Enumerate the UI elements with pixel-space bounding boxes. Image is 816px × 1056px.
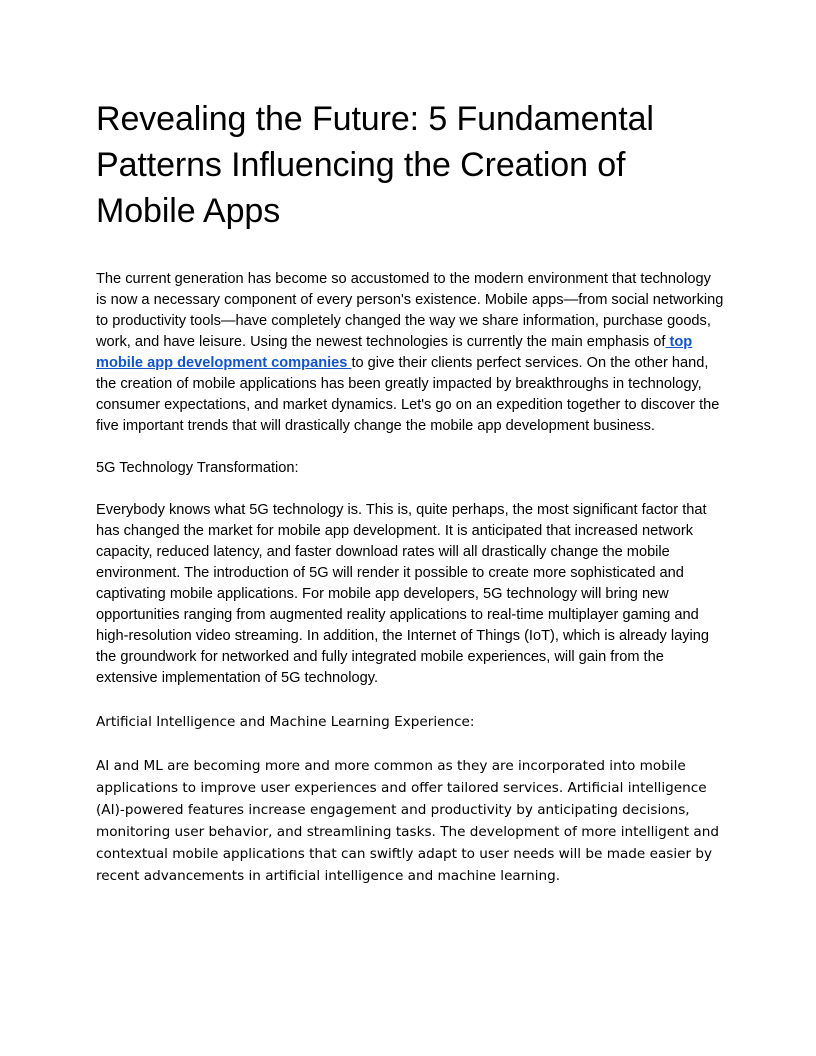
section-heading-ai-ml: Artificial Intelligence and Machine Learning Experience: (96, 714, 475, 730)
document-page (96, 96, 724, 887)
intro-text-after-link: to give their clients perfect services. On the other hand, the creation of mobile applications has been greatly impacted by breakthroughs in technology, consumer expectations, and market dynamics. Let's go on an expedition together to discover the five important trends that will drastically change the mobile app development business. (96, 355, 720, 434)
document-title: Revealing the Future: 5 Fundamental Patterns Influencing the Creation of Mobile Apps (96, 100, 654, 230)
section-body-ai-ml: AI and ML are becoming more and more common as they are incorporated into mobile applications to improve user experiences and offer tailored services. Artificial intelligence (AI)-powered features increase engagement and productivity by anticipating decisions, monitoring user behavior, and streamlining tasks. The development of more intelligent and contextual mobile applications that can swiftly adapt to user needs will be made easier by recent advancements in artificial intelligence and machine learning. (96, 758, 719, 884)
intro-paragraph (96, 269, 724, 437)
section-body-5g: Everybody knows what 5G technology is. This is, quite perhaps, the most significant factor that has changed the market for mobile app development. It is anticipated that increased network capacity, reduced latency, and faster download rates will all drastically change the mobile environment. The introduction of 5G will render it possible to create more sophisticated and captivating mobile applications. For mobile app developers, 5G technology will bring new opportunities ranging from augmented reality applications to real-time multiplayer gaming and high-resolution video streaming. In addition, the Internet of Things (IoT), which is already laying the groundwork for networked and fully integrated mobile experiences, will gain from the extensive implementation of 5G technology. (96, 502, 709, 686)
intro-text-before-link: The current generation has become so accustomed to the modern environment that technology is now a necessary component of every person's existence. Mobile apps—from social networking to productivity tools—have completely changed the way we share information, purchase goods, work, and have leisure. Using the newest technologies is currently the main emphasis of (96, 271, 724, 350)
top-mobile-app-development-companies-link[interactable]: top mobile app development companies (96, 334, 693, 371)
section-heading-5g: 5G Technology Transformation: (96, 460, 299, 476)
